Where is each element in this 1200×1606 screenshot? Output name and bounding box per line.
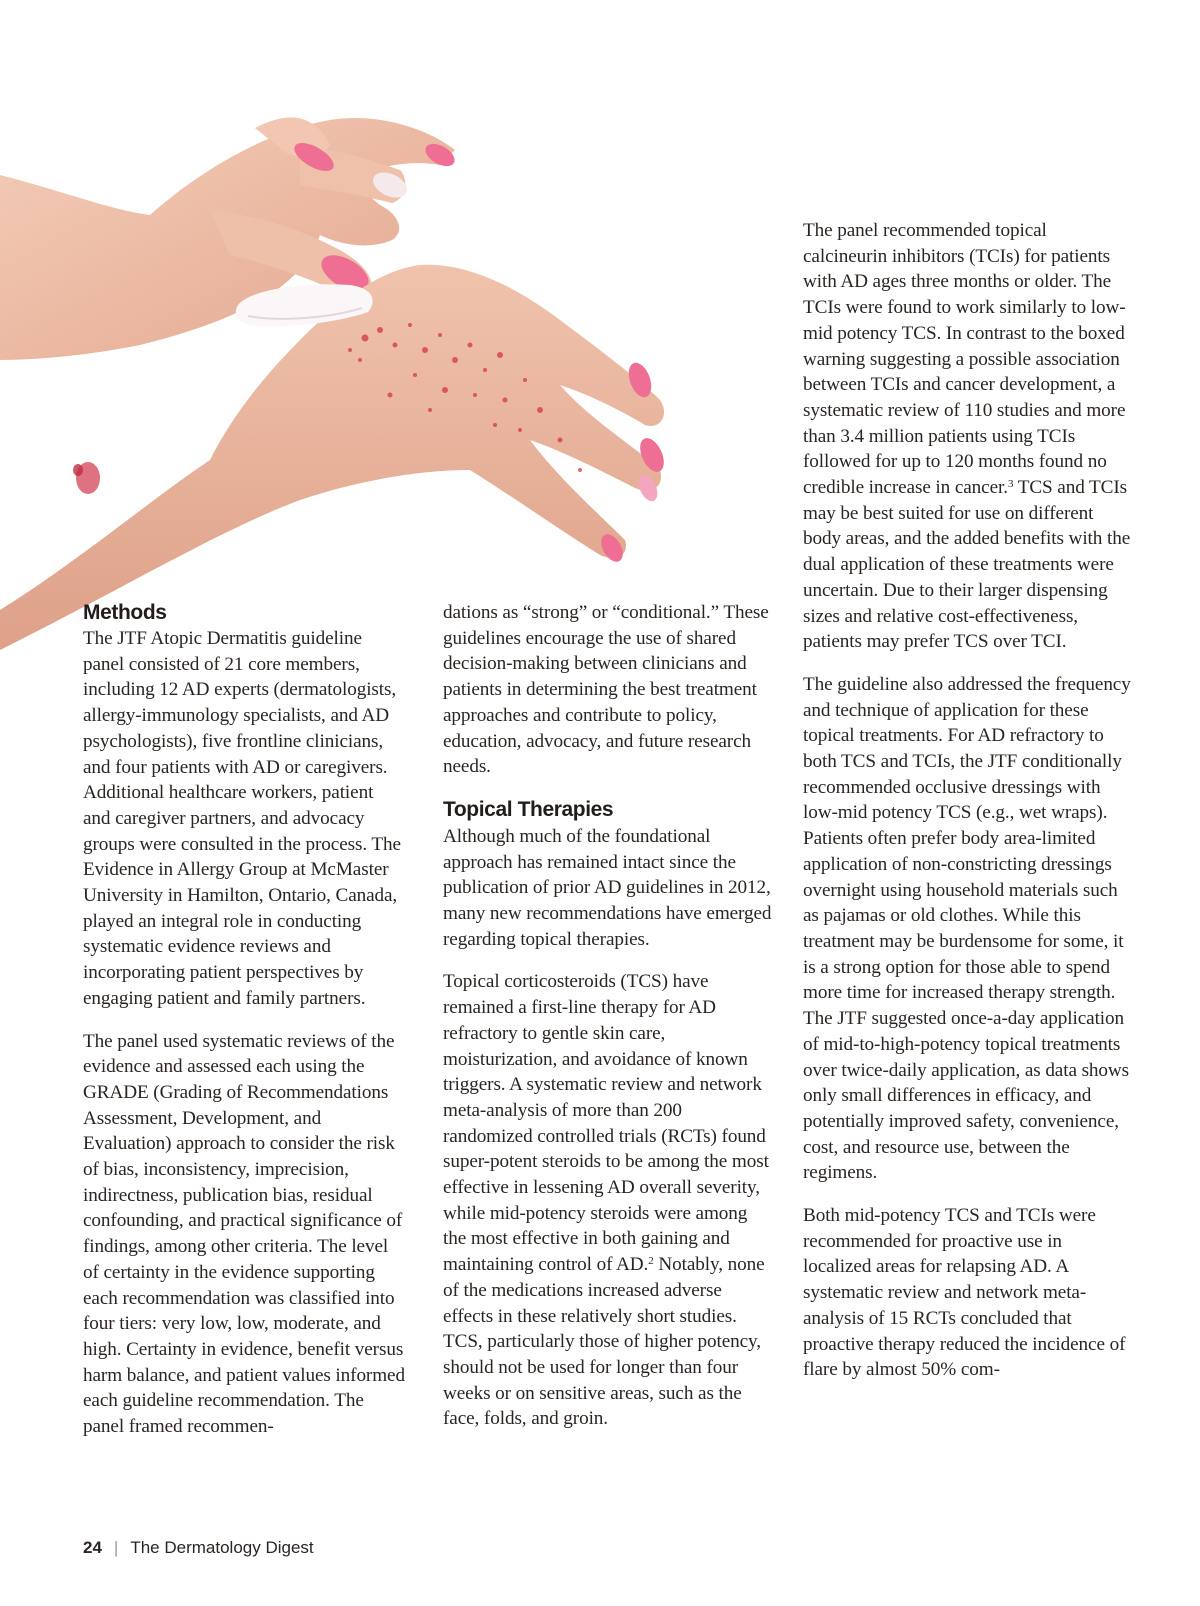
- topical-paragraph-1: Although much of the foundational approach has remained intact since the publication of prior AD guidelines in 2012, many new recommendations have emerged regarding topical therapies.: [443, 825, 772, 950]
- publication-name: The Dermatology Digest: [130, 1538, 314, 1557]
- reference-3: 3: [1007, 478, 1014, 491]
- methods-paragraph-2: The panel used systematic reviews of the evidence and assessed each using the GRADE (Grading of Recommendations Assessment, Development, and Evaluation) approach to consider the risk of bias, inconsistency, imprecision, indirectness, publication bias, residual confounding, and practical significance of findings, among other criteria. The level of certainty in the evidence supporting each recommendation was classified into four tiers: very low, low, moderate, and high. Certainty in evidence, benefit versus harm balance, and patient values informed each guideline recommendation. The panel framed recommen-: [83, 1030, 405, 1438]
- tcs-text-b: Notably, none of the medications increased adverse effects in these relatively short studies. TCS, particularly those of higher potency, should not be used for longer than four weeks or on sensitive areas, such as the face, folds, and groin.: [443, 1254, 765, 1430]
- application-paragraph: The guideline also addressed the frequency and technique of application for these topical treatments. For AD refractory to both TCS and TCIs, the JTF conditionally recommended occlusive dressings with low-mid potency TCS (e.g., wet wraps). Patients often prefer body area-limited application of non-constricting dressings overnight using household materials such as pajamas or old clothes. While this treatment may be burdensome for some, it is a strong option for those able to spend more time for increased therapy strength. The JTF suggested once-a-day application of mid-to-high-potency topical treatments over twice-daily application, as data shows only small differences in efficacy, and potentially improved safety, convenience, cost, and resource use, between the regimens.: [803, 673, 1131, 1184]
- topical-therapies-heading: Topical Therapies: [443, 797, 614, 821]
- page-footer: [83, 1538, 314, 1558]
- column-2: [443, 600, 773, 1432]
- topical-paragraph-2: [443, 969, 773, 1432]
- column-3: [803, 218, 1133, 1383]
- tcs-text-a: Topical corticosteroids (TCS) have remained a first-line therapy for AD refractory to gentle skin care, moisturization, and avoidance of known triggers. A systematic review and network meta-analysis of more than 200 randomized controlled trials (RCTs) found super-potent steroids to be among the most effective in lessening AD overall severity, while mid-potency steroids were among the most effective in both gaining and maintaining control of AD.: [443, 971, 769, 1276]
- tci-paragraph: [803, 218, 1133, 655]
- methods-paragraph-1: The JTF Atopic Dermatitis guideline panel consisted of 21 core members, including 12 AD experts (dermatologists, allergy-immunology specialists, and AD psychologists), five frontline clinicians, and four patients with AD or caregivers. Additional healthcare workers, patient and caregiver partners, and advocacy groups were consulted in the process. The Evidence in Allergy Group at McMaster University in Hamilton, Ontario, Canada, played an integral role in conducting systematic evidence reviews and incorporating patient perspectives by engaging patient and family partners.: [83, 628, 401, 1009]
- hand-applying-cream-icon: [0, 0, 700, 650]
- proactive-paragraph: Both mid-potency TCS and TCIs were recommended for proactive use in localized areas for relapsing AD. A systematic review and network meta-analysis of 15 RCTs concluded that proactive therapy reduced the incidence of flare by almost 50% com-: [803, 1205, 1126, 1381]
- methods-heading: Methods: [83, 601, 167, 624]
- reference-2: 2: [648, 1255, 654, 1268]
- page-number: 24: [83, 1538, 102, 1557]
- footer-separator: |: [113, 1538, 119, 1557]
- tci-text-b: TCS and TCIs may be best suited for use on different body areas, and the added benefits with the dual application of these treatments were uncertain. Due to their larger dispensing sizes and relative cost-effectiveness, patients may prefer TCS over TCI.: [803, 477, 1131, 653]
- tci-text-a: The panel recommended topical calcineurin inhibitors (TCIs) for patients with AD ages three months or older. The TCIs were found to work similarly to low-mid potency TCS. In contrast to the boxed warning suggesting a possible association between TCIs and cancer development, a systematic review of 110 studies and more than 3.4 million patients using TCIs followed for up to 120 months found no credible increase in cancer.: [803, 220, 1126, 499]
- column-1: [83, 600, 405, 1440]
- recommendations-continued-paragraph: dations as “strong” or “conditional.” These guidelines encourage the use of shared decision-making between clinicians and patients in determining the best treatment approaches and contribute to policy, education, advocacy, and future research needs.: [443, 602, 769, 778]
